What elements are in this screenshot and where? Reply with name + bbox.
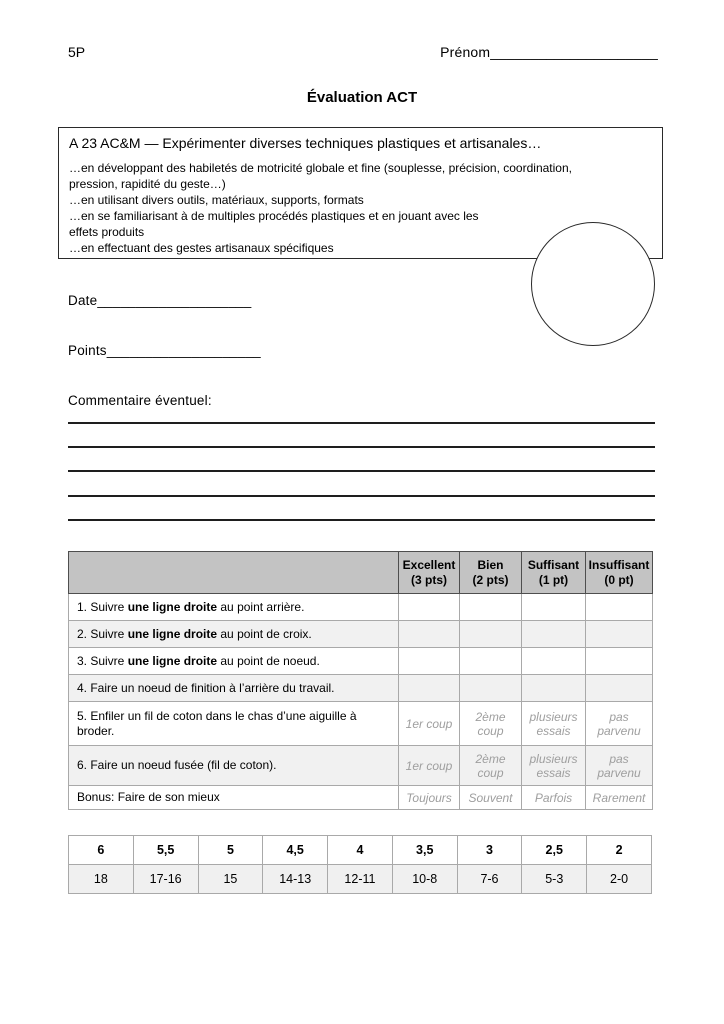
answer-cell: plusieurs essais <box>522 702 586 746</box>
points-cell: 14-13 <box>263 865 328 894</box>
criterion-header-cell <box>69 552 399 594</box>
criterion-row <box>69 648 653 675</box>
criterion-text: 3. Suivre une ligne droite au point de noeud. <box>69 648 399 675</box>
column-header-bien: Bien (2 pts) <box>460 552 522 594</box>
answer-cell: pas parvenu <box>586 746 653 786</box>
objective-line: …en effectuant des gestes artisanaux spécifiques <box>69 241 334 255</box>
grade-row <box>69 836 652 865</box>
answer-cell <box>399 621 460 648</box>
answer-cell <box>586 594 653 621</box>
answer-cell: Toujours <box>399 786 460 810</box>
points-cell: 15 <box>198 865 263 894</box>
points-cell: 18 <box>69 865 134 894</box>
answer-cell <box>399 594 460 621</box>
answer-cell: Parfois <box>522 786 586 810</box>
page-title: Évaluation ACT <box>306 89 418 106</box>
criterion-row <box>69 594 653 621</box>
comment-line <box>68 519 655 521</box>
answer-cell <box>460 621 522 648</box>
grade-cell: 3,5 <box>392 836 457 865</box>
answer-cell <box>399 675 460 702</box>
answer-cell <box>522 594 586 621</box>
answer-cell <box>586 621 653 648</box>
score-conversion-table <box>68 835 652 894</box>
points-cell: 17-16 <box>133 865 198 894</box>
answer-cell: 2ème coup <box>460 746 522 786</box>
criterion-text: 6. Faire un noeud fusée (fil de coton). <box>69 746 399 786</box>
answer-cell <box>586 648 653 675</box>
comment-line <box>68 495 655 497</box>
grade-cell: 4,5 <box>263 836 328 865</box>
objective-line: …en se familiarisant à de multiples procédés plastiques et en jouant avec les <box>69 209 479 223</box>
points-cell: 2-0 <box>587 865 652 894</box>
class-label: 5P <box>68 44 86 60</box>
prenom-field: Prénom_____________________ <box>440 44 658 60</box>
column-header-insuffisant: Insuffisant (0 pt) <box>586 552 653 594</box>
points-cell: 7-6 <box>457 865 522 894</box>
criterion-text: 4. Faire un noeud de finition à l’arrière du travail. <box>69 675 399 702</box>
bonus-row <box>69 786 653 810</box>
grade-cell: 5,5 <box>133 836 198 865</box>
criterion-row <box>69 621 653 648</box>
answer-cell: 1er coup <box>399 702 460 746</box>
criterion-text: 1. Suivre une ligne droite au point arrière. <box>69 594 399 621</box>
evaluation-table <box>68 551 653 810</box>
answer-cell: Souvent <box>460 786 522 810</box>
answer-cell: 1er coup <box>399 746 460 786</box>
criterion-row <box>69 702 653 746</box>
grade-cell: 3 <box>457 836 522 865</box>
grade-circle <box>531 222 655 346</box>
points-cell: 10-8 <box>392 865 457 894</box>
comment-line <box>68 470 655 472</box>
criterion-text: 2. Suivre une ligne droite au point de croix. <box>69 621 399 648</box>
criterion-text: Bonus: Faire de son mieux <box>69 786 399 810</box>
points-field: Points____________________ <box>68 343 261 358</box>
answer-cell: Rarement <box>586 786 653 810</box>
comment-line <box>68 422 655 424</box>
grade-cell: 5 <box>198 836 263 865</box>
criterion-row <box>69 746 653 786</box>
column-header-suffisant: Suffisant (1 pt) <box>522 552 586 594</box>
grade-cell: 2 <box>587 836 652 865</box>
objective-line: effets produits <box>69 225 145 239</box>
answer-cell <box>460 648 522 675</box>
comment-line <box>68 446 655 448</box>
answer-cell <box>399 648 460 675</box>
criterion-text: 5. Enfiler un fil de coton dans le chas d’une aiguille à broder. <box>69 702 399 746</box>
answer-cell: pas parvenu <box>586 702 653 746</box>
answer-cell <box>460 594 522 621</box>
grade-cell: 6 <box>69 836 134 865</box>
objective-line: …en développant des habiletés de motricité globale et fine (souplesse, précision, coordination, <box>69 161 572 175</box>
answer-cell <box>522 675 586 702</box>
answer-cell <box>460 675 522 702</box>
grade-cell: 4 <box>328 836 393 865</box>
criterion-row <box>69 675 653 702</box>
answer-cell: 2ème coup <box>460 702 522 746</box>
answer-cell: plusieurs essais <box>522 746 586 786</box>
objective-line: …en utilisant divers outils, matériaux, supports, formats <box>69 193 364 207</box>
answer-cell <box>586 675 653 702</box>
evaluation-table-header-row <box>69 552 653 594</box>
answer-cell <box>522 648 586 675</box>
objective-title: A 23 AC&M — Expérimenter diverses techniques plastiques et artisanales… <box>69 135 542 151</box>
answer-cell <box>522 621 586 648</box>
points-cell: 5-3 <box>522 865 587 894</box>
objective-line: pression, rapidité du geste…) <box>69 177 226 191</box>
comment-label: Commentaire éventuel: <box>68 393 212 408</box>
points-row <box>69 865 652 894</box>
column-header-excellent: Excellent (3 pts) <box>399 552 460 594</box>
date-field: Date____________________ <box>68 293 252 308</box>
points-cell: 12-11 <box>328 865 393 894</box>
grade-cell: 2,5 <box>522 836 587 865</box>
